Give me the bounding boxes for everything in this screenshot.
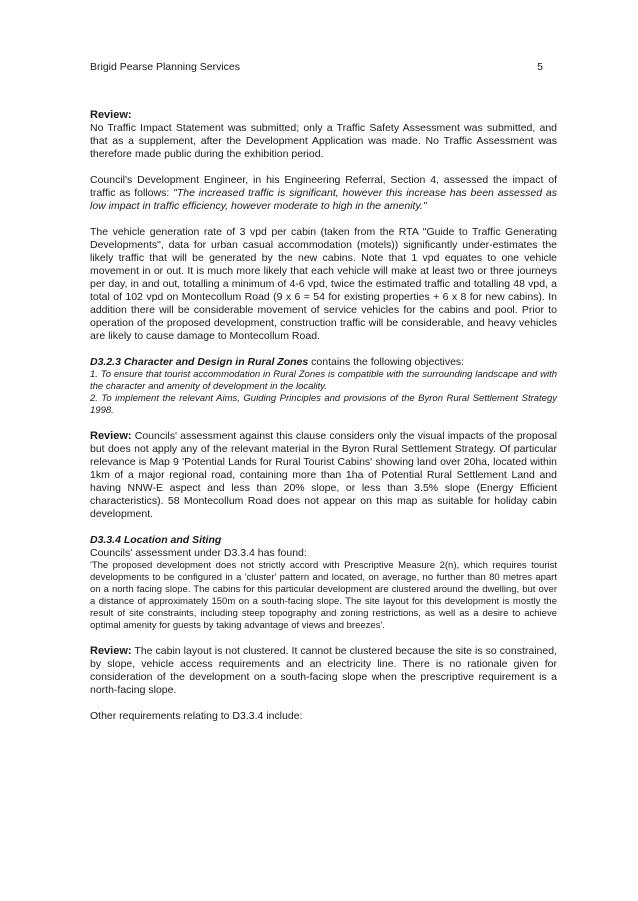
d334-quote: 'The proposed development does not strictly accord with Prescriptive Measure 2(n), which requires tourist developments to be configured in a 'cluster' pattern and located, on average, no further than 80 metres apart on a north facing slope. The cabins for this particular development are clustered around the dwelling, but over a distance of approximately 150m on a south-facing slope. The site layout for this development is mostly the result of site constraints, including steep topography and zoning restrictions, as well as a desire to achieve optimal amenity for guests by taking advantage of views and breezes'. <box>90 560 557 631</box>
review-cabin-layout <box>90 645 557 697</box>
review-label: Review: <box>90 430 132 442</box>
section-d334 <box>90 534 557 632</box>
review-traffic-text: No Traffic Impact Statement was submitted; only a Traffic Safety Assessment was submitted, and that as a supplement, after the Development Application was made. No Traffic Assessment was therefore made public during the exhibition period. <box>90 122 557 160</box>
d323-heading-suffix: contains the following objectives: <box>308 356 465 368</box>
document-body <box>90 109 557 736</box>
page-number: 5 <box>537 61 543 73</box>
d334-intro: Councils' assessment under D3.3.4 has found: <box>90 547 307 559</box>
header-org: Brigid Pearse Planning Services <box>90 61 240 73</box>
review-cabin-text: The cabin layout is not clustered. It cannot be clustered because the site is so constrained, by slope, vehicle access requirements and an electricity line. There is no rationale given for consideration of the development on a south-facing slope when the prescriptive requirement is a north-facing slope. <box>90 645 557 696</box>
d323-objective-1: 1. To ensure that tourist accommodation in Rural Zones is compatible with the surrounding landscape and with the character and amenity of development in the locality. <box>90 369 557 392</box>
review-rural-settlement <box>90 430 557 521</box>
review-label: Review: <box>90 645 132 657</box>
review-rural-text: Councils' assessment against this clause considers only the visual impacts of the proposal but does not apply any of the relevant material in the Byron Rural Settlement Strategy. Of particular relevance is Map 9 'Potential Lands for Rural Tourist Cabins' showing land over 20ha, located within 1km of a major regional road, containing more than 1ha of Potential Rural Settlement Land and having NNW-E aspect and less than 20% slope, or less than 3.5% slope (Energy Efficient characteristics). 58 Montecollum Road does not appear on this map as suitable for holiday cabin development. <box>90 430 557 520</box>
engineer-text: Council's Development Engineer, in his Engineering Referral, Section 4, assessed the impact of traffic as follows: <box>90 174 557 199</box>
other-requirements: Other requirements relating to D3.3.4 include: <box>90 710 303 722</box>
d323-objective-2: 2. To implement the relevant Aims, Guiding Principles and provisions of the Byron Rural Settlement Strategy 1998. <box>90 393 557 416</box>
review-label: Review: <box>90 109 132 121</box>
engineer-quote: "The increased traffic is significant, however this increase has been assessed as low impact in traffic efficiency, however moderate to high in the amenity." <box>90 187 557 212</box>
page-header <box>90 61 543 73</box>
section-d323 <box>90 356 557 417</box>
d334-heading: D3.3.4 Location and Siting <box>90 534 222 546</box>
vehicle-generation-paragraph: The vehicle generation rate of 3 vpd per cabin (taken from the RTA "Guide to Traffic Generating Developments", data for urban casual accommodation (motels)) significantly under-estimates the likely traffic that will be generated by the new cabins. Note that 1 vpd equates to one vehicle movement in or out. It is much more likely that each vehicle will make at least two or three journeys per day, in and out, totalling a minimum of 4-6 vpd, twice the estimated traffic and totalling 48 vpd, a total of 102 vpd on Montecollum Road (9 x 6 = 54 for existing properties + 6 x 8 for new cabins). In addition there will be considerable movement of service vehicles for the cabins and pool. Prior to operation of the proposed development, construction traffic will be considerable, and heavy vehicles are likely to cause damage to Montecollum Road. <box>90 226 557 342</box>
d323-heading: D3.2.3 Character and Design in Rural Zones <box>90 356 309 368</box>
review-traffic <box>90 109 557 161</box>
engineer-paragraph <box>90 174 557 213</box>
